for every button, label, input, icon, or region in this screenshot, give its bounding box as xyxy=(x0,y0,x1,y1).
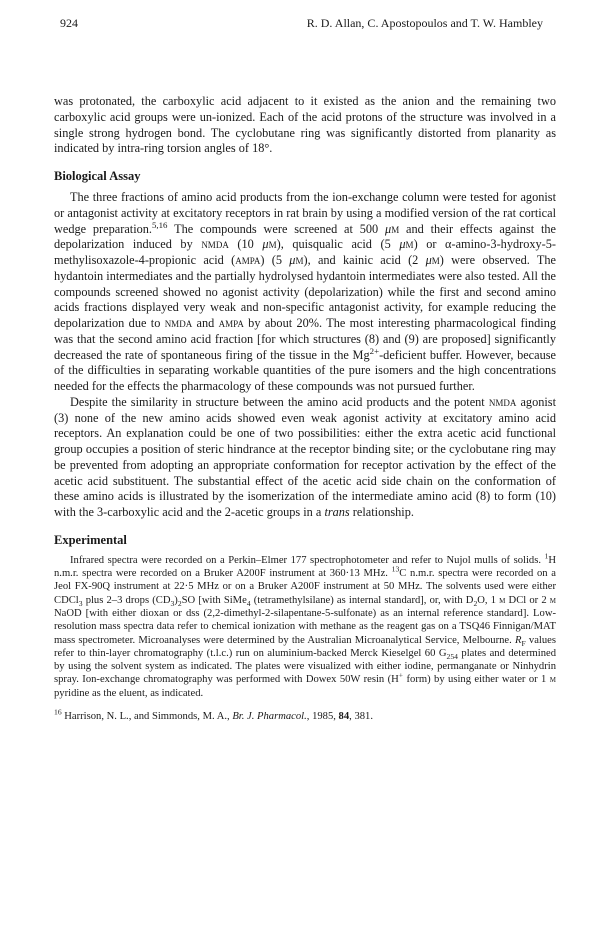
page-number: 924 xyxy=(60,16,78,30)
footnote-number: 16 xyxy=(54,707,62,717)
intro-paragraph: was protonated, the carboxylic acid adjacent to it existed as the anion and the remaining two carboxylic acid groups were un-ionized. Each of the acid protons of the structure was involved in a single strong hydrogen bond. The cyclobutane ring was significantly distorted from planarity as indicated by intra-ring torsion angles of 18°. xyxy=(54,94,556,156)
footnote xyxy=(54,707,556,723)
article-body xyxy=(54,94,556,723)
section-heading-experimental: Experimental xyxy=(54,532,127,547)
experimental-paragraph: Infrared spectra were recorded on a Perkin–Elmer 177 spectrophotometer and refer to Nujol mulls of solids. $^1$H n.m.r. spectra were recorded on a Bruker A200F instrument at 360·13 MHz. $^{13}$C n.m.r. spectra were recorded on a Jeol FX-90Q instrument at 22·5 MHz or on a Bruker A200F instrument at 50 MHz. The solvents used were either CDCl$_3$ plus 2–3 drops $(CD_3)_2SO$ [with SiMe$_4$ (tetramethylsilane) as internal standard], or, with $D_2O$, 1 m DCl or 2 m NaOD [with either dioxan or dss (2,2-dimethyl-2-silapentane-5-sulfonate) as an internal reference standard]. Low-resolution mass spectra data refer to chemical ionization with methane as the reagent gas on a TSQ46 Finnigan/MAT mass spectrometer. Microanalyses were determined by the Australian Microanalytical Service, Melbourne. $R_F$ values refer to thin-layer chromatography (t.l.c.) run on aluminium-backed Merck Kieselgel 60 $G_{254}$ plates and determined by using the solvent system as indicated. The plates were visualized with either iodine, permanganate or Ninhydrin spray. Ion-exchange chromatography was performed with Dowex 50W resin (H+ form) by using either water or 1 m pyridine as the eluent, as indicated. xyxy=(54,551,556,699)
running-head-authors: R. D. Allan, C. Apostopoulos and T. W. Hambley xyxy=(306,16,543,30)
reference-citation: 5,16 xyxy=(151,219,168,230)
running-head xyxy=(60,16,543,34)
biological-assay-paragraph-1: The three fractions of amino acid products from the ion-exchange column were tested for agonist or antagonist activity at excitatory receptors in rat brain by using a modified version of the rat cortical wedge preparation.$^{5,16}$ The compounds were screened at 500 μm and their effects against the depolarization induced by nmda (10 μm), quisqualic acid (5 μm) or α-amino-3-hydroxy-5-methylisoxazole-4-propionic acid (ampa) (5 μm), and kainic acid (2 μm) were observed. The hydantoin intermediates and the partially hydrolysed hydantoin intermediates were also tested. All the compounds screened showed no agonist activity (depolarization) while the first and second amino acids fractions displayed very weak and non-specific antagonist activity, for example reducing the depolarization due to nmda and ampa by about 20%. The most interesting pharmacological finding was that the second amino acid fraction [for which structures (8) and (9) are proposed] significantly decreased the rate of spontaneous firing of the tissue in the $Mg^{2+}$-deficient buffer. However, because of the difficulties in separating workable quantities of the pure isomers and the high concentrations needed for the effects the pharmacology of these compounds was not pursued further. xyxy=(54,190,556,393)
section-heading-biological-assay: Biological Assay xyxy=(54,169,141,183)
biological-assay-paragraph-2: Despite the similarity in structure between the amino acid products and the potent nmda agonist (3) none of the new amino acids showed even weak agonist activity at excitatory amino acid receptors. An explanation could be one of two possibilities: either the extra acetic acid functional group occupies a position of steric hindrance at the receptor binding site; or the cyclobutane ring may be prevented from adopting an appropriate conformation for receptor activation by the effect of the acetic acid substituent. The substantial effect of the acetic acid side chain on the conformation of these amino acids is illustrated by the isomerization of the intermediate amino acid (8) to form (10) with the 3-carboxylic acid and the 2-acetic groups in a trans relationship. xyxy=(54,394,556,519)
footnote-16: $^{16}$ Harrison, N. L., and Simmonds, M. A., Br. J. Pharmacol., 1985, 84, 381. xyxy=(54,707,373,723)
